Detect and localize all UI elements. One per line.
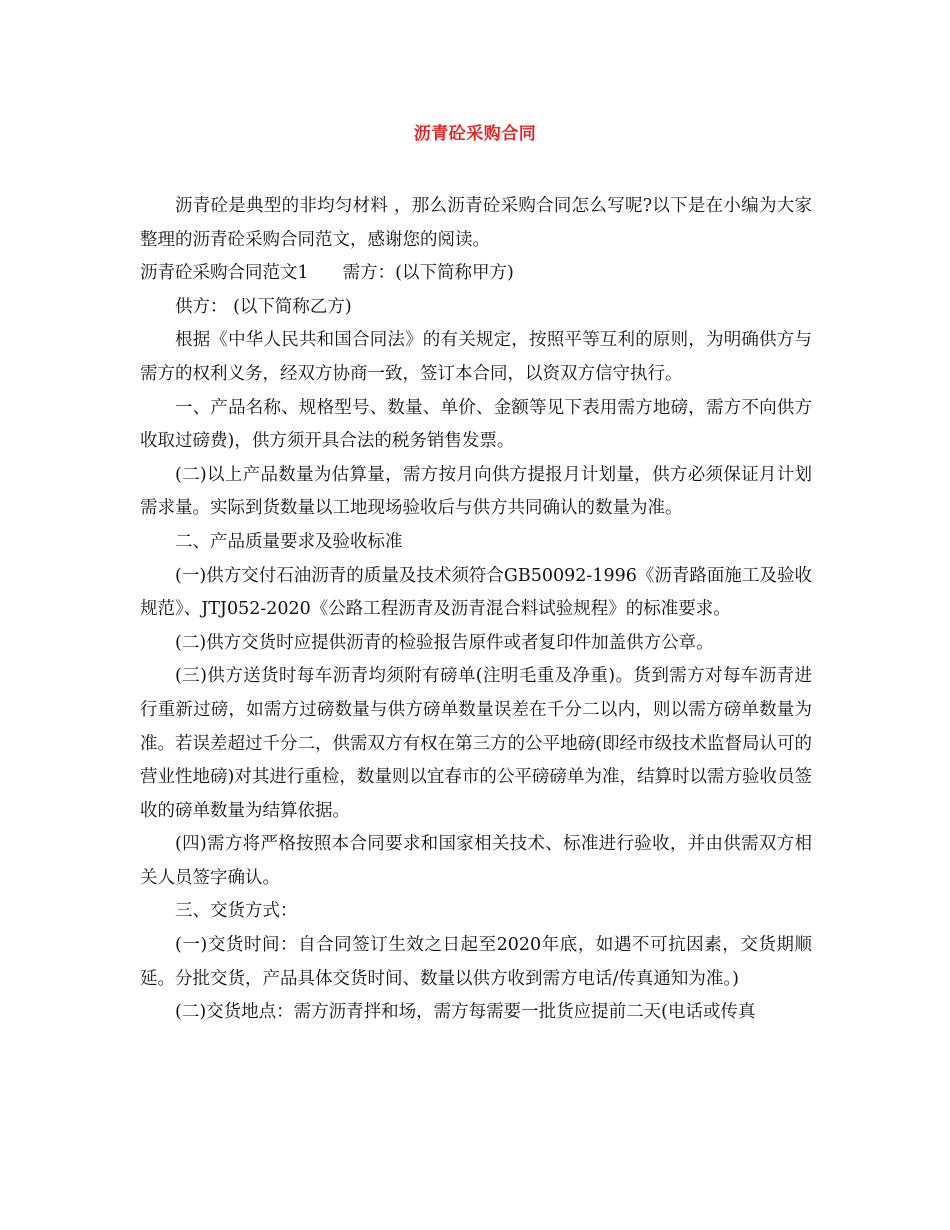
sample-heading-line: [140, 257, 812, 291]
paragraph: (二)交货地点：需方沥青拌和场，需方每需要一批货应提前二天(电话或传真: [175, 1002, 756, 1023]
paragraph: 供方： (以下简称乙方): [175, 296, 352, 317]
paragraph: 一、产品名称、规格型号、数量、单价、金额等见下表用需方地磅，需方不向供方收取过磅费)，供方须开具合法的税务销售发票。: [140, 397, 812, 452]
paragraph: (二)供方交货时应提供沥青的检验报告原件或者复印件加盖供方公章。: [175, 632, 714, 653]
intro-paragraph: 沥青砼是典型的非均匀材料 ，那么沥青砼采购合同怎么写呢?以下是在小编为大家整理的沥青砼采购合同范文，感谢您的阅读。: [140, 196, 812, 250]
paragraph: (四)需方将严格按照本合同要求和国家相关技术、标准进行验收，并由供需双方相关人员签字确认。: [140, 834, 812, 888]
paragraph: (一)供方交付石油沥青的质量及技术须符合GB50092-1996《沥青路面施工及验收规范》、JTJ052-2020《公路工程沥青及沥青混合料试验规程》的标准要求。: [140, 565, 812, 620]
paragraph: (三)供方送货时每车沥青均须附有磅单(注明毛重及净重)。货到需方对每车沥青进行重新过磅，如需方过磅数量与供方磅单数量误差在千分二以内，则以需方磅单数量为准。若误差超过千分二，供需双方有权在第三方的公平地磅(即经市级技术监督局认可的营业性地磅)对其进行重检，数量则以宜春市的公平磅磅单为准，结算时以需方验收员签收的磅单数量为结算依据。: [140, 666, 812, 821]
paragraph: 根据《中华人民共和国合同法》的有关规定，按照平等互利的原则，为明确供方与需方的权利义务，经双方协商一致，签订本合同，以资双方信守执行。: [140, 330, 812, 384]
section-heading: 二、产品质量要求及验收标准: [175, 531, 403, 552]
sample-label: 沥青砼采购合同范文1: [140, 263, 309, 284]
paragraph: (一)交货时间：自合同签订生效之日起至2020年底，如遇不可抗因素，交货期顺延。分批交货，产品具体交货时间、数量以供方收到需方电话/传真通知为准。): [140, 935, 812, 989]
document-title: 沥青砼采购合同: [413, 124, 537, 144]
paragraph: (二)以上产品数量为估算量，需方按月向供方提报月计划量，供方必须保证月计划需求量。实际到货数量以工地现场验收后与供方共同确认的数量为准。: [140, 464, 812, 519]
document-body: [140, 190, 812, 1030]
section-heading: 三、交货方式：: [175, 901, 298, 922]
buyer-line: 需方：(以下简称甲方): [342, 263, 514, 284]
